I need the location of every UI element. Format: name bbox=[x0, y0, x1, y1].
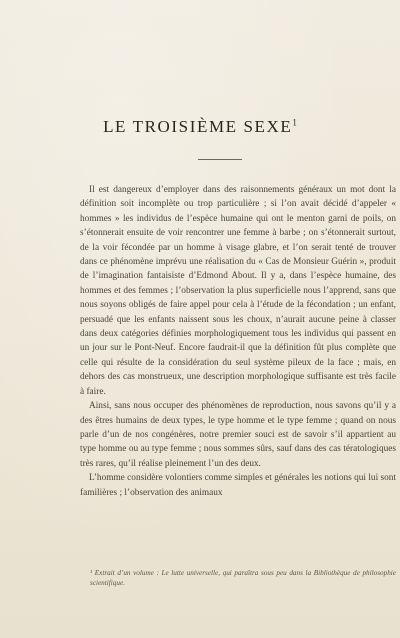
article-title-text: LE TROISIÈME SEXE bbox=[103, 117, 293, 136]
title-divider bbox=[198, 159, 242, 160]
article-title bbox=[0, 117, 400, 137]
title-footnote-marker: 1 bbox=[292, 117, 297, 128]
paragraph-3: L’homme considère volontiers comme simples et générales les notions qui lui sont familières ; l’observation des animaux bbox=[80, 473, 396, 498]
article-body bbox=[80, 183, 396, 500]
footnote: ¹ Extrait d’un volume : Le lutte universelle, qui paraîtra sous peu dans la Bibliothèque de philosophie scientifique. bbox=[90, 569, 396, 587]
paragraph-1: Il est dangereux d’employer dans des raisonnements généraux un mot dont la définition soit incomplète ou trop particulière ; si l’on avait décidé d’appeler « hommes » les individus de l’espèce humaine qui ont le menton garni de poils, on s’étonnerait ensuite de voir rencontrer une femme à barbe ; on s’étonnerait surtout, de la voir fécondée par un homme à visage glabre, et l’on serait tenté de trouver dans ce phénomène imprévu une réalisation du « Cas de Monsieur Guérin », produit de l’imagination fantaisiste d’Edmond About. Il y a, dans l’espèce humaine, des hommes et des femmes ; l’observation la plus superficielle nous l’apprend, sans que nous soyons obligés de faire appel pour cela à l’étude de la fécondation ; un enfant, persuadé que les enfants naissent sous les choux, n’aurait aucune peine à classer dans deux catégories définies morphologiquement tous les individus qui passent en un jour sur le Pont-Neuf. Encore faudrait-il que la définition fût plus complète que celle qui résulte de la considération du seul système pileux de la face ; mais, en dehors des cas monstrueux, une description morphologique suffisante est très facile à faire. bbox=[80, 185, 396, 397]
paragraph-2: Ainsi, sans nous occuper des phénomènes de reproduction, nous savons qu’il y a des êtres humains de deux types, le type homme et le type femme ; quand on nous parle d’un de nos congénères, notre premier souci est de savoir s’il appartient au type homme ou au type femme ; nous sommes sûrs, sauf dans des cas tératologiques très rares, qu’il réalise pleinement l’un des deux. bbox=[80, 401, 396, 469]
